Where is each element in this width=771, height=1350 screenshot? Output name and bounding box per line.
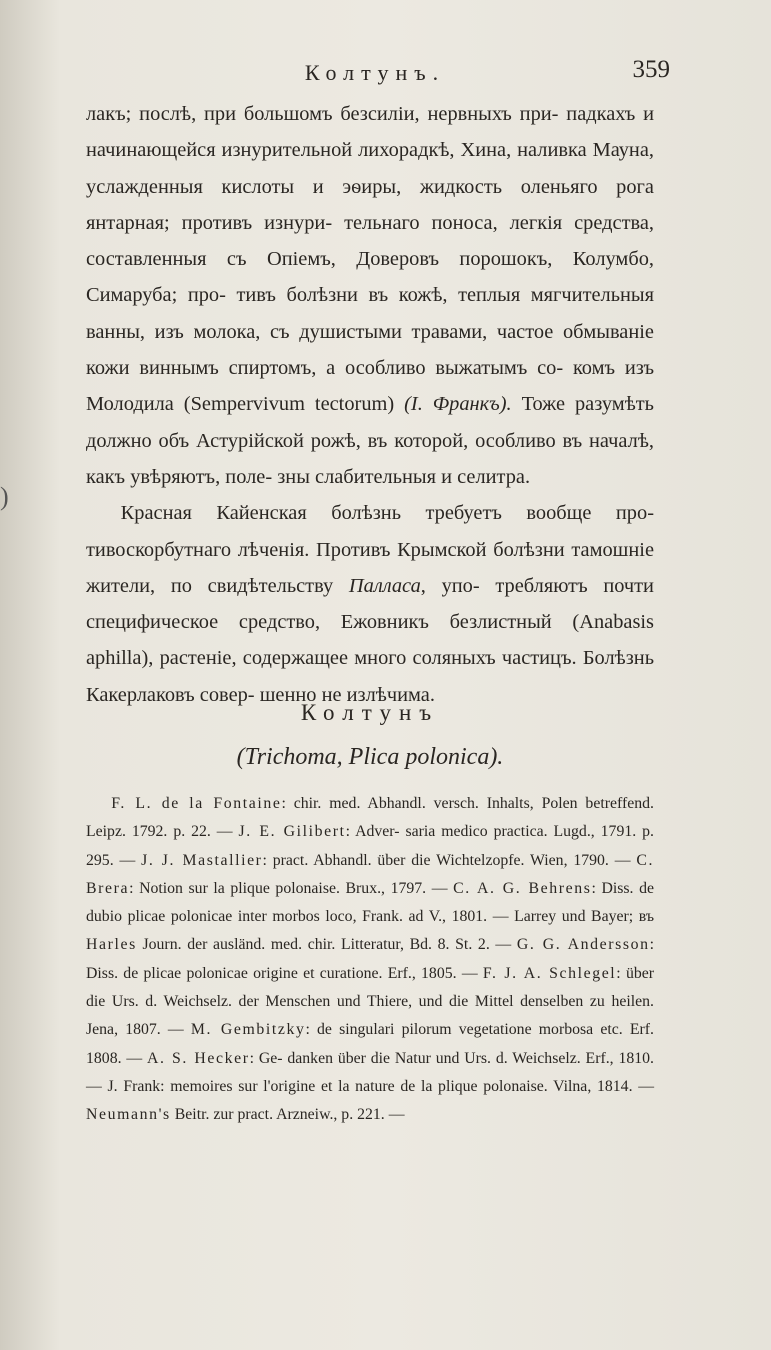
ref-text: : — [129, 879, 134, 897]
text-line: которой, особливо въ началѣ, какъ увѣряютъ, поле- — [86, 429, 654, 488]
ref-author: M. Gembitzky — [190, 1021, 306, 1039]
ref-text: Diss. de dubio plicae polonicae inter morbos loco, Frank. ad V., — [86, 879, 654, 926]
text-line: шенно не излѣчима. — [259, 683, 435, 706]
ref-author: C. Brera — [86, 851, 654, 897]
ref-author: F. J. A. Schlegel — [482, 964, 617, 982]
ref-author: F. L. de la Fontaine — [111, 795, 282, 812]
ref-text: Notion sur la plique polonaise. Brux., 1797. — — [139, 879, 454, 897]
text-line: кожи виннымъ спиртомъ, а особливо выжатымъ со- — [86, 357, 564, 380]
ref-text: : — [616, 964, 621, 982]
page-header — [80, 56, 670, 90]
text-line: падкахъ и начинающейся изнурительной лихорадкѣ, — [86, 103, 654, 162]
text-line: тельнаго поноса, легкія средства, составленныя съ — [86, 211, 654, 271]
text-line: изъ молока, съ душистыми травами, частое обмываніе — [154, 320, 654, 343]
text-line: , упо- — [420, 574, 480, 597]
text-line: тивоскорбутнаго лѣченія. Противъ Крымской болѣзни — [86, 538, 565, 561]
text-line: много соляныхъ частицъ. Болѣзнь Какерлаковъ совер- — [86, 647, 654, 706]
bibliography-entries — [86, 790, 654, 1130]
ref-text: chir. Litteratur, Bd. 8. St. 2. — — [307, 936, 517, 954]
ref-text: pilorum vegetatione morbosa etc. Erf. 1808. — — [86, 1021, 654, 1067]
running-title: Колтунъ. — [304, 60, 446, 85]
text-line: жидкость оленьяго рога янтарная; противъ изнури- — [86, 175, 654, 234]
ref-author: J. E. Gilibert — [238, 823, 346, 841]
text-line: безлистный (Anabasis aphilla), растеніе, содержащее — [86, 611, 654, 670]
text-line: Красная Кайенская болѣзнь требуетъ вообще про- — [120, 502, 654, 525]
ref-text: denselben zu heilen. Jena, 1807. — — [86, 993, 654, 1039]
ref-text: danken über die Natur und Urs. d. Weichselz. Erf., 1810. — J. — [86, 1049, 654, 1095]
ref-author: Harles — [86, 936, 137, 954]
text-line: Тоже разумѣть должно объ Астурійской рожѣ, въ — [86, 393, 654, 452]
ref-text: saria medico practica. Lugd., 1791. p. 295. — — [86, 823, 654, 869]
ref-text: über die Urs. d. Weichselz. der Menschen und Thiere, und die Mittel — [86, 964, 655, 1011]
ref-text: pract. Abhandl. über die Wichtelzopfe. Wien, 1790. — — [272, 851, 637, 869]
ref-text: : — [262, 851, 267, 869]
ref-text: : Diss. de plicae — [86, 936, 655, 982]
section-title: Колтунъ — [300, 700, 440, 725]
ref-author: C. A. G. Behrens — [453, 879, 592, 897]
text-line: зны слабительныя и селитра. — [277, 465, 531, 488]
text-line: комъ изъ Молодила (Sempervivum tectorum) — [86, 357, 654, 416]
ref-text: : — [591, 879, 596, 897]
ref-text: 1801. — Larrey und Bayer; въ — [451, 908, 654, 926]
author-reference: (I. Франкъ). — [404, 393, 512, 416]
author-reference: Палласа — [348, 574, 421, 597]
margin-mark: ) — [0, 482, 9, 511]
text-line: Хина, наливка Мауна, услажденныя кислоты и эѳиры, — [86, 139, 654, 198]
ref-author: J. J. Mastallier — [141, 851, 263, 869]
text-line: лакъ; послѣ, при большомъ безсиліи, нервныхъ при- — [86, 103, 559, 125]
ref-text: Beitr. zur pract. Arzneiw., p. 221. — — [170, 1106, 405, 1124]
ref-text: polonicae origine et curatione. Erf., 1805. — — [186, 964, 483, 982]
ref-author: A. S. Hecker — [147, 1049, 250, 1067]
text-line: тивъ болѣзни въ кожѣ, теплыя мягчительныя ванны, — [86, 284, 654, 343]
text-line: тамошніе жители, по свидѣтельству — [86, 538, 654, 597]
ref-text: Frank: memoires sur l'origine et la nature de la plique polonaise. — [123, 1077, 548, 1095]
page-number: 359 — [632, 56, 670, 83]
paragraph-1 — [86, 96, 654, 495]
ref-author: G. G. Andersson — [516, 936, 650, 954]
paragraph-2 — [86, 495, 654, 713]
ref-text: Journ. der ausländ. med. — [136, 936, 303, 954]
section-subtitle: (Trichoma, Plica polonica). — [236, 744, 504, 770]
ref-text: : Ge- — [249, 1049, 283, 1067]
ref-text: Vilna, 1814. — — [553, 1077, 655, 1095]
ref-text: Polen betreffend. Leipz. 1792. p. 22. — — [86, 795, 654, 841]
ref-author: Neumann's — [86, 1106, 171, 1124]
text-line: требляютъ почти специфическое средство, Ежовникъ — [86, 574, 654, 634]
ref-text: : chir. med. Abhandl. versch. Inhalts, — [281, 795, 534, 812]
body-text — [86, 96, 654, 713]
text-line: Опіемъ, Доверовъ порошокъ, Колумбо, Симаруба; про- — [86, 248, 654, 307]
ref-text: : de singulari — [305, 1021, 395, 1039]
ref-text: : Adver- — [345, 823, 400, 841]
bibliography — [86, 790, 654, 1130]
